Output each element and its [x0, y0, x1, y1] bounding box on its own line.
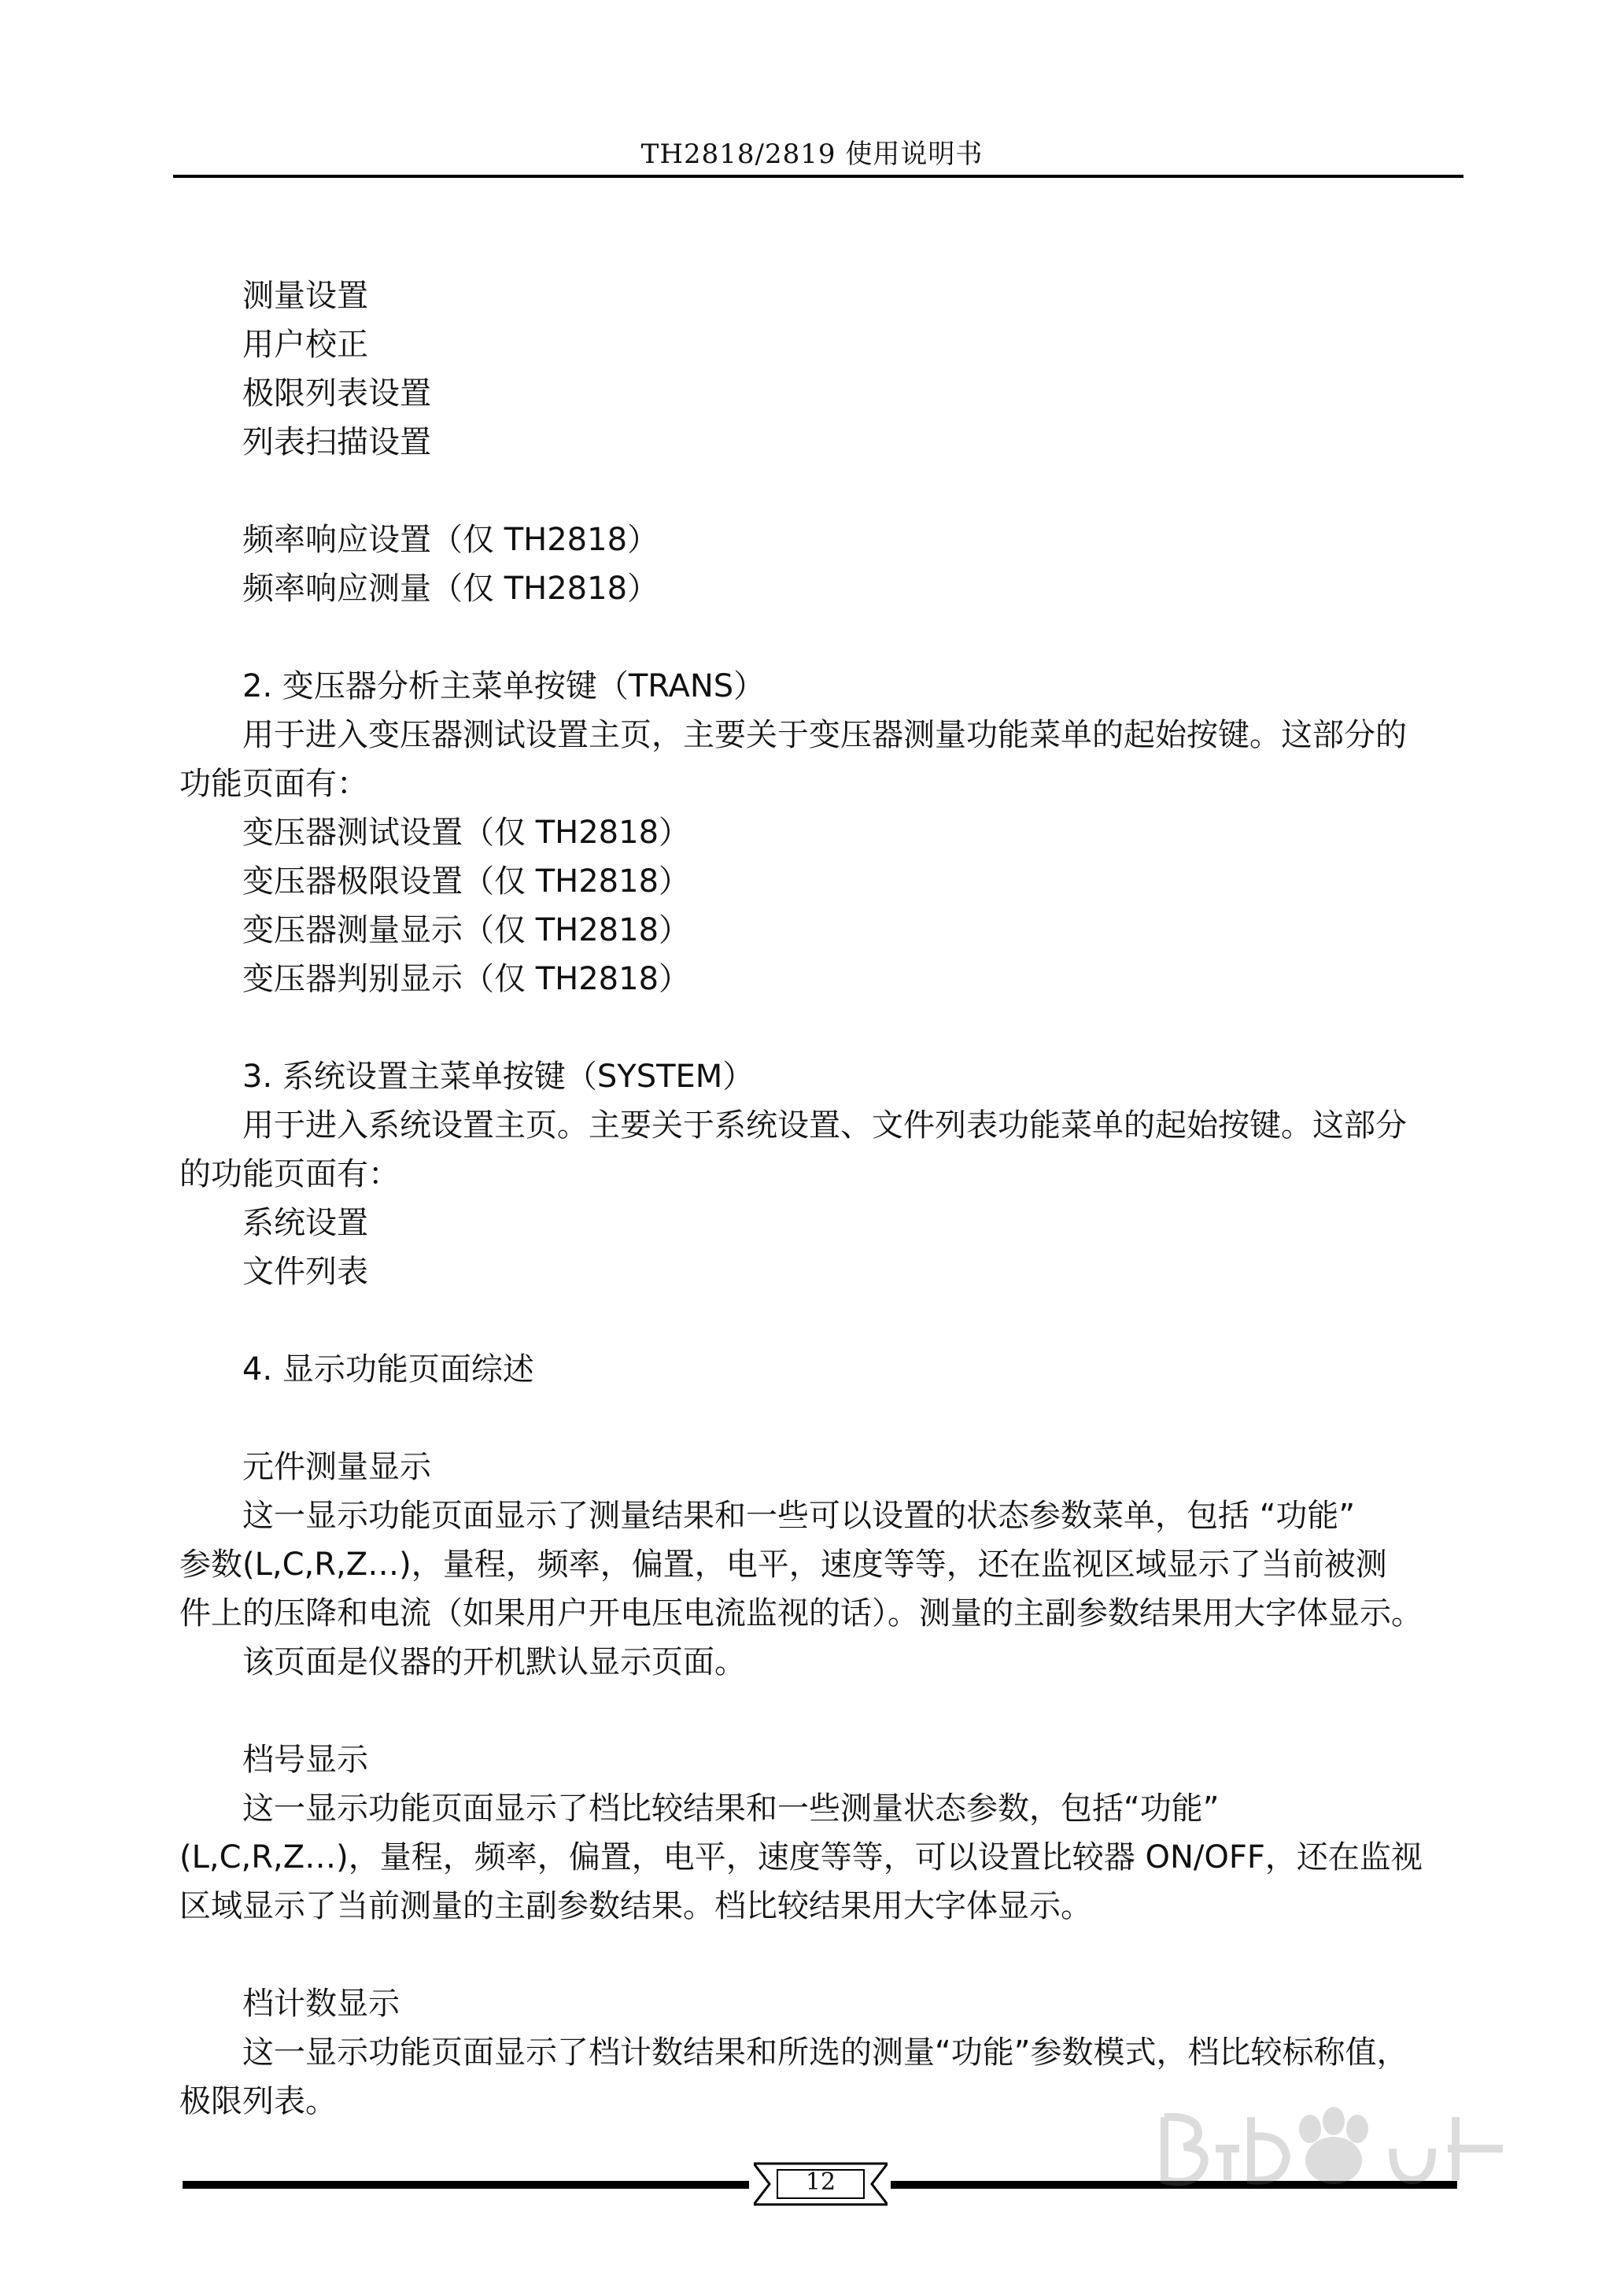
section-heading: 2. 变压器分析主菜单按键（TRANS） — [242, 668, 766, 704]
header-rule — [173, 175, 1463, 178]
list-item: 列表扫描设置 — [242, 424, 431, 460]
list-item: 变压器极限设置（仅 TH2818） — [242, 863, 691, 900]
list-item: 频率响应设置（仅 TH2818） — [242, 522, 659, 558]
footer-rule-left — [183, 2181, 749, 2189]
header-title: TH2818/2819 使用说明书 — [640, 139, 984, 170]
list-item: 变压器测试设置（仅 TH2818） — [242, 815, 691, 851]
watermark-logo — [1141, 2086, 1519, 2243]
list-item: 变压器测量显示（仅 TH2818） — [242, 912, 691, 948]
subsection-title: 档计数显示 — [242, 1986, 400, 2022]
paragraph-line: 件上的压降和电流（如果用户开电压电流监视的话）。测量的主副参数结果用大字体显示。 — [179, 1595, 1423, 1632]
list-item: 测量设置 — [242, 278, 368, 314]
paragraph-line: 用于进入系统设置主页。主要关于系统设置、文件列表功能菜单的起始按键。这部分 — [242, 1107, 1407, 1144]
paragraph-line: 参数(L,C,R,Z…)，量程，频率，偏置，电平，速度等等，还在监视区域显示了当前被测 — [179, 1547, 1387, 1583]
subsection-title: 档号显示 — [242, 1742, 368, 1778]
list-item: 极限列表设置 — [242, 375, 431, 412]
paragraph-line: 区域显示了当前测量的主副参数结果。档比较结果用大字体显示。 — [179, 1888, 1092, 1924]
page-number-badge — [754, 2162, 888, 2206]
paragraph-line: 的功能页面有： — [179, 1156, 400, 1192]
paragraph-line: 极限列表。 — [179, 2083, 337, 2119]
section-heading: 3. 系统设置主菜单按键（SYSTEM） — [242, 1059, 755, 1095]
paragraph-line: (L,C,R,Z…)，量程，频率，偏置，电平，速度等等，可以设置比较器 ON/OFF，还在监视 — [179, 1839, 1423, 1876]
list-item: 系统设置 — [242, 1205, 368, 1241]
list-item: 变压器判别显示（仅 TH2818） — [242, 961, 691, 997]
paragraph-line: 该页面是仪器的开机默认显示页面。 — [242, 1644, 746, 1680]
list-item: 频率响应测量（仅 TH2818） — [242, 571, 659, 607]
paragraph-line: 这一显示功能页面显示了档比较结果和一些测量状态参数，包括“功能” — [242, 1791, 1220, 1827]
page-content — [179, 272, 1470, 2126]
paragraph-line: 这一显示功能页面显示了档计数结果和所选的测量“功能”参数模式，档比较标称值， — [242, 2034, 1408, 2071]
subsection-title: 元件测量显示 — [242, 1449, 431, 1485]
list-item: 文件列表 — [242, 1254, 368, 1290]
paragraph-line: 用于进入变压器测试设置主页，主要关于变压器测量功能菜单的起始按键。这部分的 — [242, 717, 1407, 753]
baidu-paw-icon — [1141, 2086, 1519, 2243]
paragraph-line: 功能页面有： — [179, 766, 368, 802]
list-item: 用户校正 — [242, 327, 368, 363]
paragraph-line: 这一显示功能页面显示了测量结果和一些可以设置的状态参数菜单，包括 “功能” — [242, 1498, 1356, 1534]
section-heading: 4. 显示功能页面综述 — [242, 1351, 534, 1388]
page-number: 12 — [805, 2168, 836, 2196]
